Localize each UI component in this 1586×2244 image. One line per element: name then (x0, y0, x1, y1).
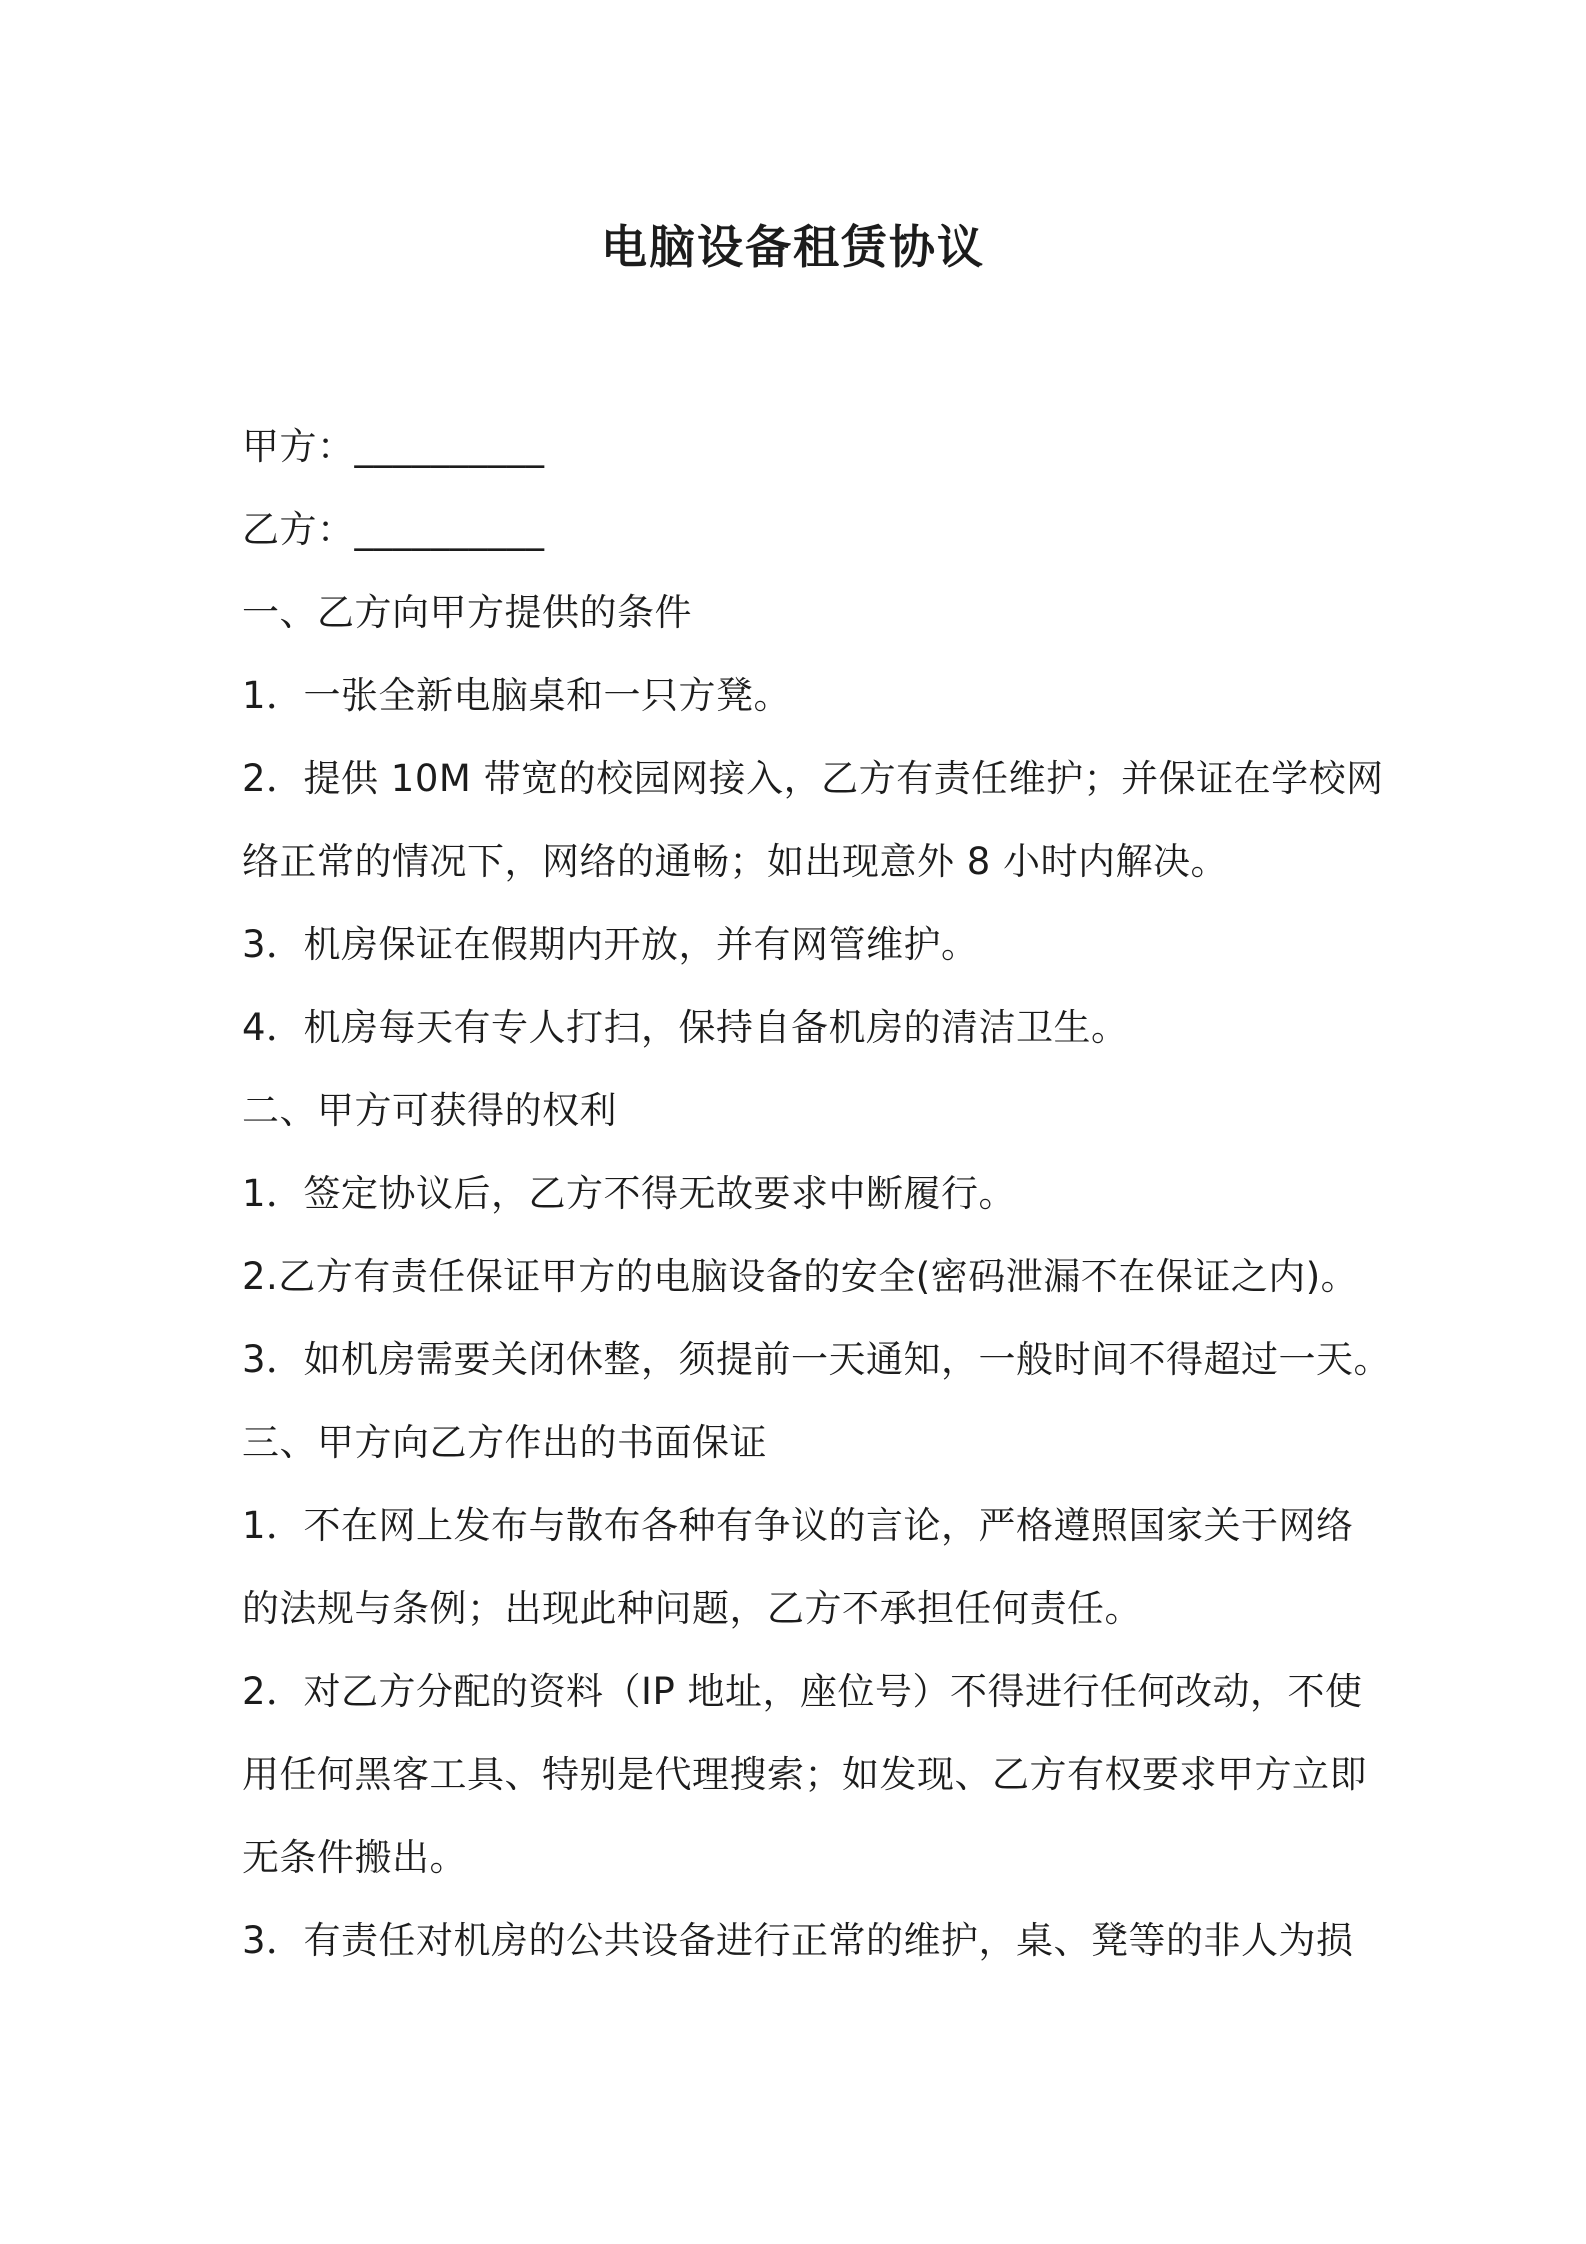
document-title: 电脑设备租赁协议 (601, 220, 985, 274)
clause-line: 1．不在网上发布与散布各种有争议的言论，严格遵照国家关于网络 (242, 1504, 1354, 1547)
clause-line: 3．有责任对机房的公共设备进行正常的维护，桌、凳等的非人为损 (242, 1919, 1354, 1962)
party-a-line: 甲方：__________ (242, 425, 545, 468)
clause-line: 无条件搬出。 (242, 1836, 467, 1879)
clause-line: 的法规与条例；出现此种问题，乙方不承担任何责任。 (242, 1587, 1142, 1630)
clause-line: 络正常的情况下，网络的通畅；如出现意外 8 小时内解决。 (242, 840, 1229, 883)
section-heading: 三、甲方向乙方作出的书面保证 (242, 1421, 767, 1464)
section-heading: 一、乙方向甲方提供的条件 (242, 591, 692, 634)
document-body (242, 405, 1392, 1982)
clause-line: 2．提供 10M 带宽的校园网接入，乙方有责任维护；并保证在学校网 (242, 757, 1384, 800)
clause-line: 3．机房保证在假期内开放，并有网管维护。 (242, 923, 979, 966)
clause-line: 1．签定协议后，乙方不得无故要求中断履行。 (242, 1172, 1017, 1215)
clause-line: 2.乙方有责任保证甲方的电脑设备的安全(密码泄漏不在保证之内)。 (242, 1255, 1359, 1298)
clause-line: 1．一张全新电脑桌和一只方凳。 (242, 674, 792, 717)
clause-line: 3．如机房需要关闭休整，须提前一天通知，一般时间不得超过一天。 (242, 1338, 1392, 1381)
section-heading: 二、甲方可获得的权利 (242, 1089, 617, 1132)
clause-line: 2．对乙方分配的资料（IP 地址，座位号）不得进行任何改动，不使 (242, 1670, 1363, 1713)
clause-line: 4．机房每天有专人打扫，保持自备机房的清洁卫生。 (242, 1006, 1129, 1049)
clause-line: 用任何黑客工具、特别是代理搜索；如发现、乙方有权要求甲方立即 (242, 1753, 1367, 1796)
party-b-line: 乙方：__________ (242, 508, 545, 551)
